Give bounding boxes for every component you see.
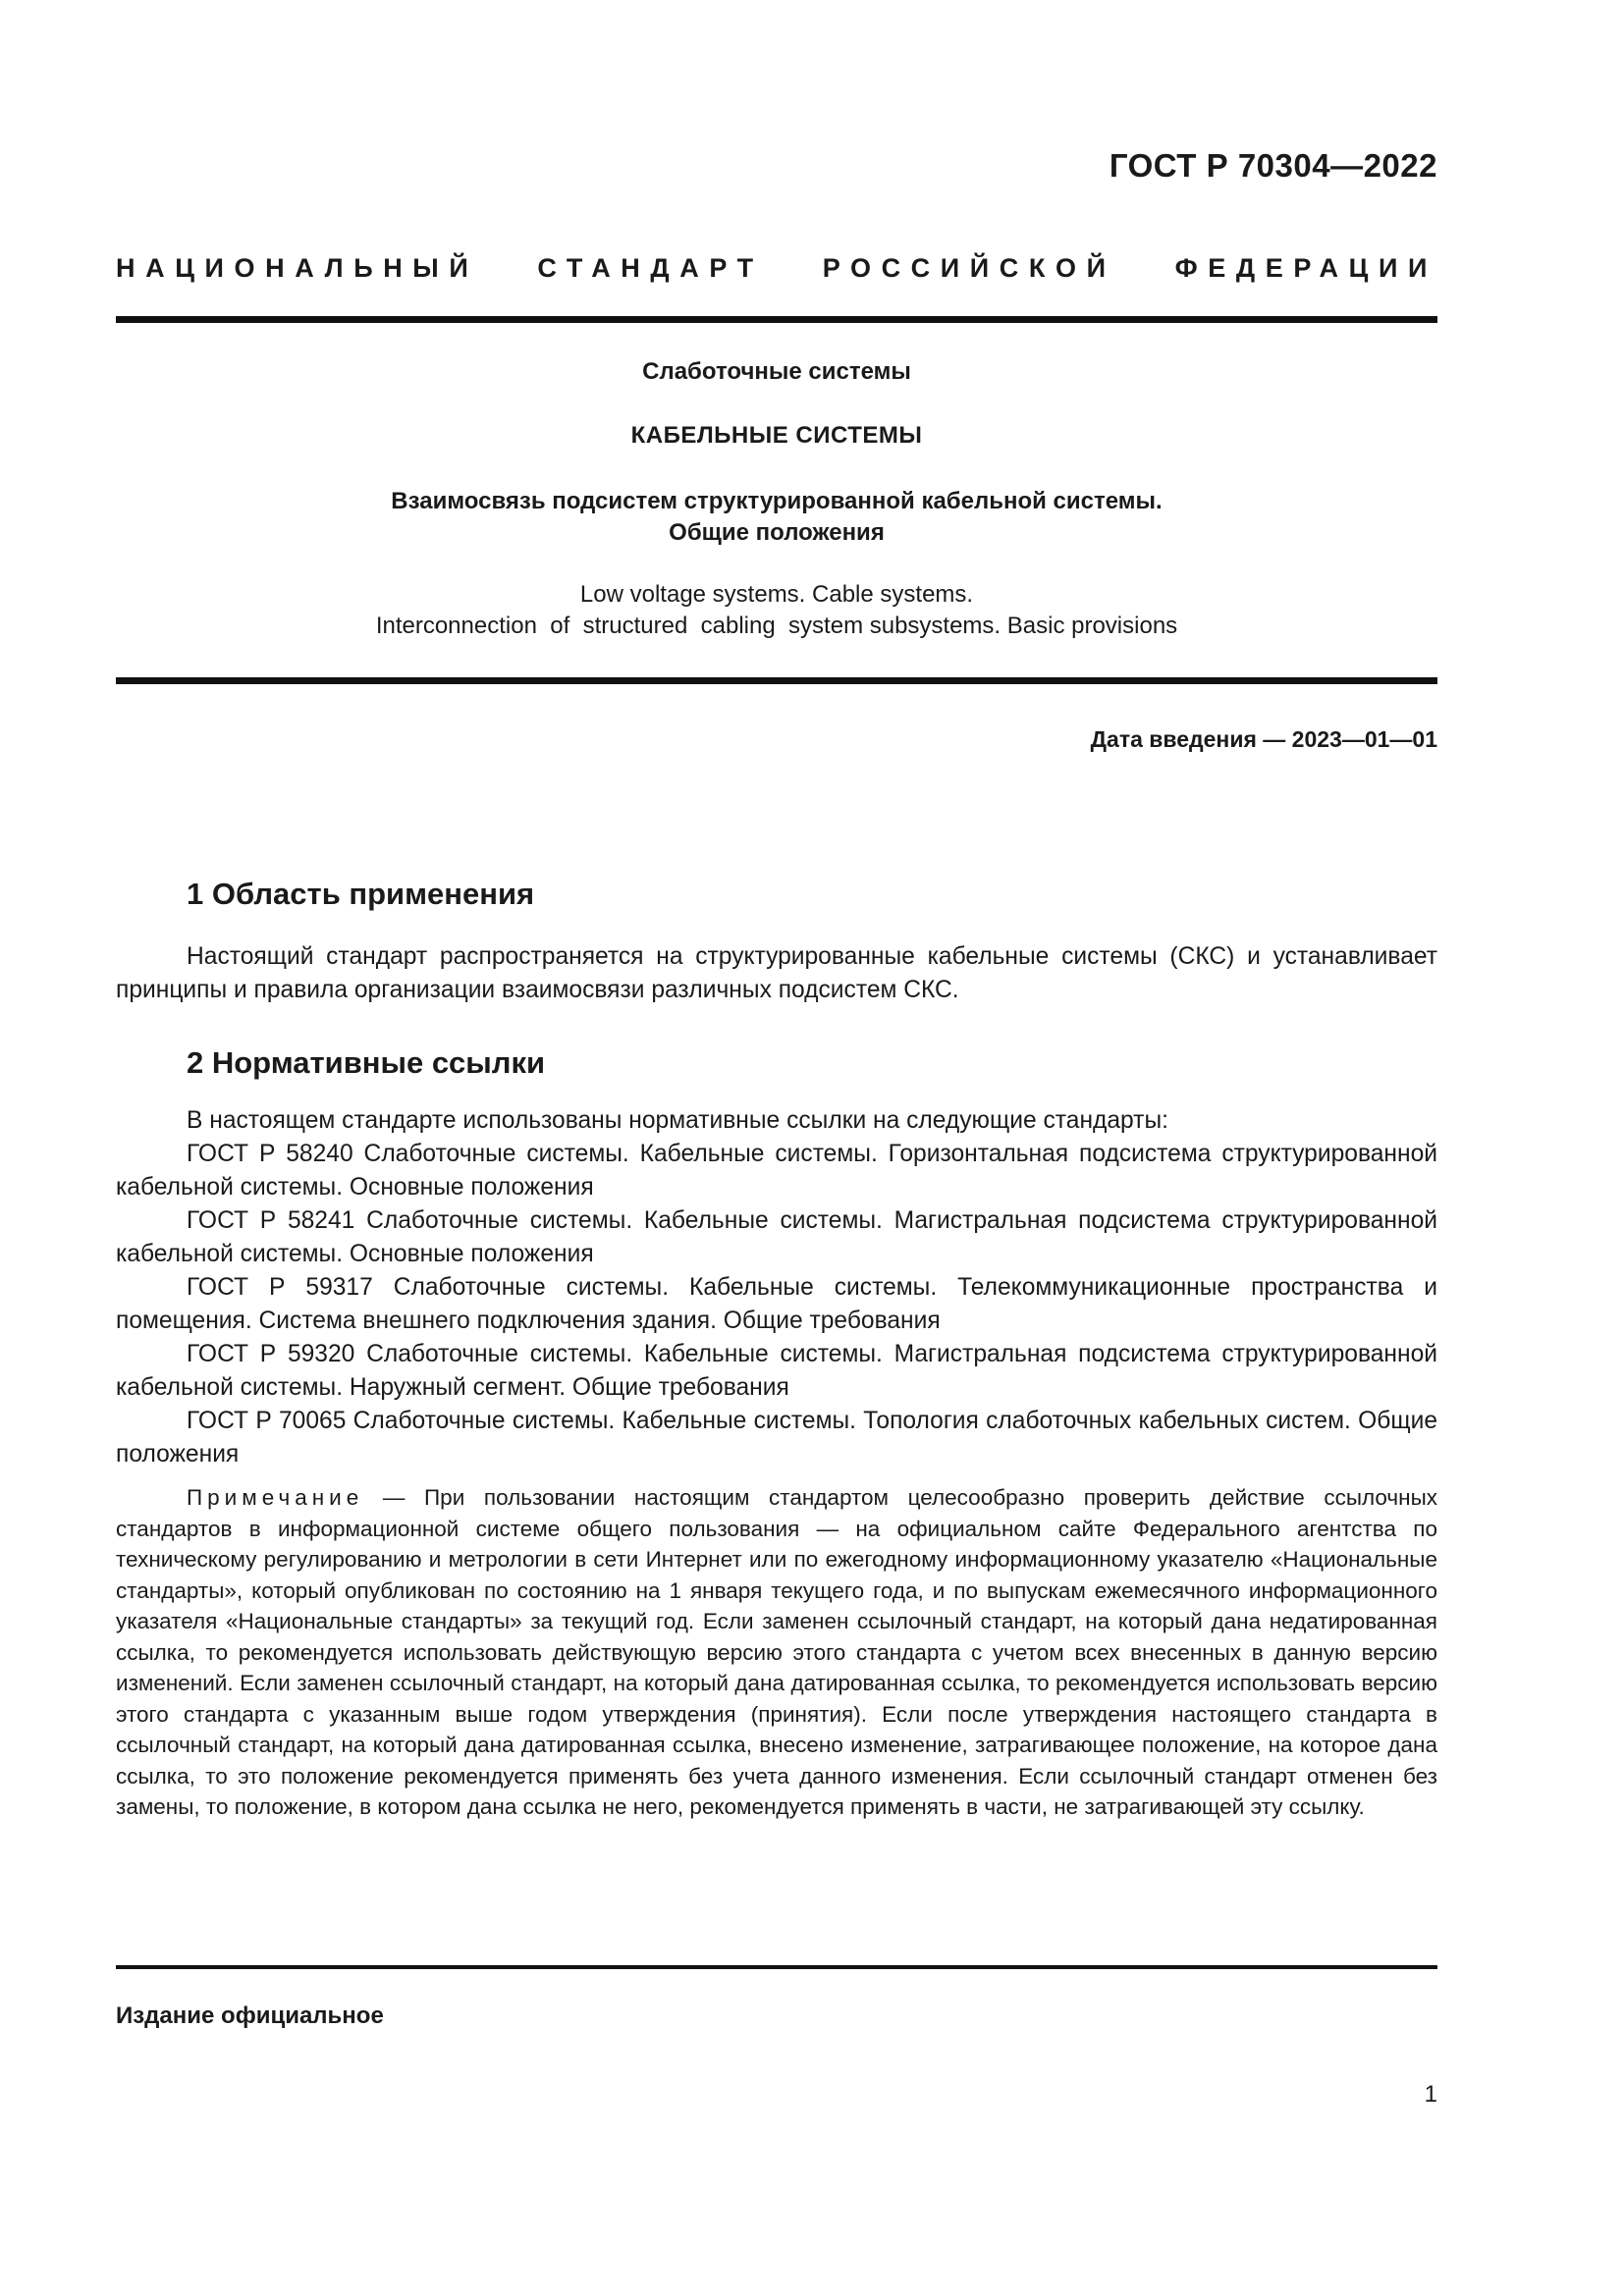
- title-line-2: КАБЕЛЬНЫЕ СИСТЕМЫ: [630, 422, 923, 449]
- section-2-body: [116, 1104, 1437, 1471]
- section-2-heading: 2 Нормативные ссылки: [187, 1045, 546, 1080]
- section-1-body: [116, 940, 1437, 1007]
- reference-item: ГОСТ Р 59317 Слаботочные системы. Кабельные системы. Телекоммуникационные пространства и помещения. Система внешнего подключения здания. Общие требования: [116, 1274, 1437, 1334]
- section-1-heading: 1 Область применения: [187, 877, 535, 911]
- standard-designation: ГОСТ Р 70304—2022: [1109, 147, 1437, 184]
- english-title-a: Low voltage systems. Cable systems.: [579, 581, 974, 608]
- reference-item: ГОСТ Р 58241 Слаботочные системы. Кабельные системы. Магистральная подсистема структурированной кабельной системы. Основные положения: [116, 1207, 1437, 1267]
- page-number: 1: [1424, 2081, 1437, 2108]
- top-rule: [116, 316, 1437, 323]
- title-line-3b: Общие положения: [669, 519, 885, 546]
- title-line-3: [116, 486, 1437, 549]
- note-text: — При пользовании настоящим стандартом целесообразно проверить действие ссылочных стандартов в информационной системе общего пользования — на официальном сайте Федерального агентства по техническому регулированию и метрологии в сети Интернет или по ежегодному информационному указателю «Национальные стандарты», который опубликован по состоянию на 1 января текущего года, и по выпускам ежемесячного информационного указателя «Национальные стандарты» за текущий год. Если заменен ссылочный стандарт, на который дана недатированная ссылка, то рекомендуется использовать действующую версию этого стандарта с учетом всех внесенных в данную версию изменений. Если заменен ссылочный стандарт, на который дана датированная ссылка, то рекомендуется использовать версию этого стандарта с указанным выше годом утверждения (принятия). Если после утверждения настоящего стандарта в ссылочный стандарт, на который дана датированная ссылка, внесено изменение, затрагивающее положение, на которое дана ссылка, то это положение рекомендуется применять без учета данного изменения. Если ссылочный стандарт отменен без замены, то положение, в котором дана ссылка не него, рекомендуется применять в части, не затрагивающей эту ссылку.: [116, 1485, 1437, 1819]
- official-edition-label: Издание официальное: [116, 2002, 384, 2029]
- reference-item: ГОСТ Р 58240 Слаботочные системы. Кабельные системы. Горизонтальная подсистема структурированной кабельной системы. Основные положения: [116, 1141, 1437, 1201]
- section-2-intro: В настоящем стандарте использованы нормативные ссылки на следующие стандарты:: [187, 1107, 1168, 1134]
- note-lead: Примечание: [187, 1485, 364, 1510]
- references-note: [116, 1482, 1437, 1823]
- national-standard-banner: НАЦИОНАЛЬНЫЙ СТАНДАРТ РОССИЙСКОЙ ФЕДЕРАЦИИ: [116, 253, 1437, 283]
- title-line-3a: Взаимосвязь подсистем структурированной кабельной системы.: [391, 488, 1163, 514]
- title-line-1: Слаботочные системы: [642, 358, 911, 385]
- footer-rule: [116, 1965, 1437, 1969]
- reference-item: ГОСТ Р 59320 Слаботочные системы. Кабельные системы. Магистральная подсистема структурированной кабельной системы. Наружный сегмент. Общие требования: [116, 1341, 1437, 1401]
- title-bottom-rule: [116, 677, 1437, 684]
- introduction-date: Дата введения — 2023—01—01: [1090, 726, 1437, 752]
- english-title: [116, 579, 1437, 642]
- reference-item: ГОСТ Р 70065 Слаботочные системы. Кабельные системы. Топология слаботочных кабельных систем. Общие положения: [116, 1408, 1437, 1468]
- section-1-text: Настоящий стандарт распространяется на структурированные кабельные системы (СКС) и устанавливает принципы и правила организации взаимосвязи различных подсистем СКС.: [116, 943, 1437, 1003]
- english-title-b: Interconnection of structured cabling system subsystems. Basic provisions: [375, 613, 1178, 639]
